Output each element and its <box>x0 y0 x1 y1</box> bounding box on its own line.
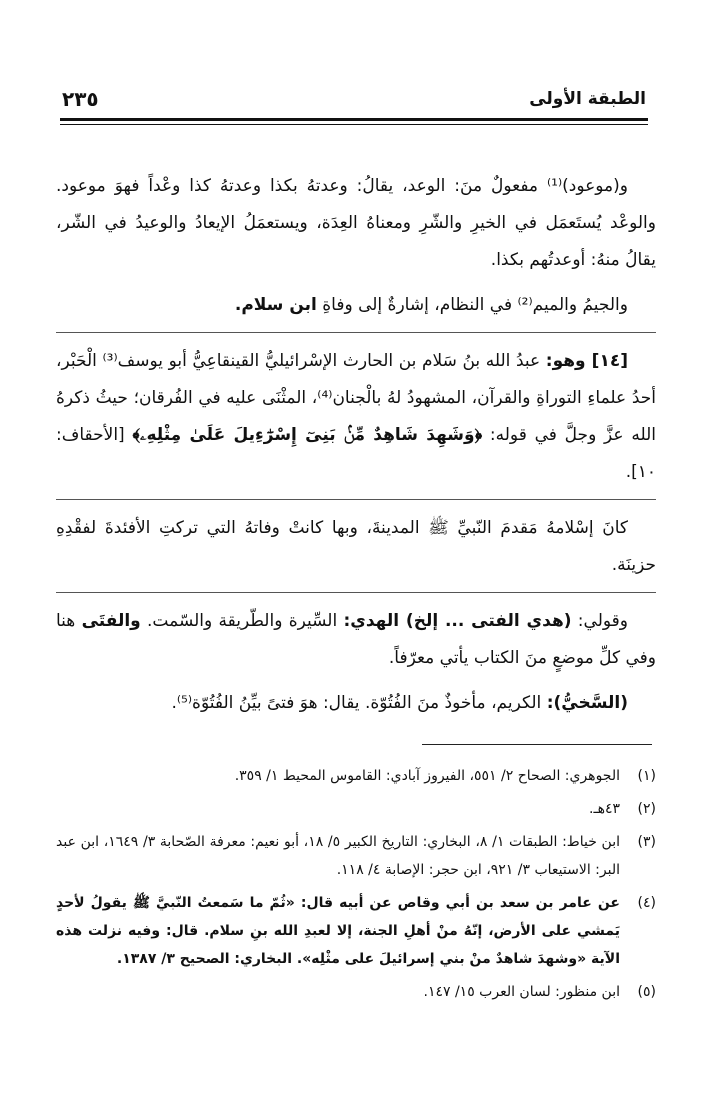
footnote-text: ابن منظور: لسان العرب ١٥/ ١٤٧. <box>423 984 620 1000</box>
paragraph-mawood-text: و(موعود)⁽¹⁾ مفعولٌ منَ: الوعد، يقالُ: وعدتهُ بكذا وعدتهُ كذا وعْداً فهوَ موعود. والوعْد يُستَعمَل في الخيرِ والشّرِ ومعناهُ العِدَة، ويستعمَلُ الإيعادُ والوعيدُ في الشّر، يقالُ منهُ: أوعدتُهم بكذا. <box>56 176 656 270</box>
footnote-text: الجوهري: الصحاح ٢/ ٥٥١، الفيروز آبادي: القاموس المحيط ١/ ٣٥٩. <box>234 768 620 784</box>
paragraph-mawood <box>56 168 656 279</box>
main-text <box>56 168 656 730</box>
footnote-number: (٥) <box>637 984 656 1000</box>
footnote-2 <box>56 795 656 823</box>
fata-definition: هنا وفي كلِّ موضعٍ منَ الكتاب يأتي معرّفاً. <box>56 611 656 668</box>
fata-term: والفتَى <box>81 611 141 631</box>
header-rule-thick <box>60 118 648 121</box>
footnote-text: ٤٣هـ. <box>589 801 620 817</box>
paragraph-sakhi <box>56 685 656 722</box>
paragraph-huda-lead: وقولي: <box>571 611 628 631</box>
running-title: الطبقة الأولى <box>529 89 646 109</box>
ibn-salam-name: ابن سلام. <box>234 295 317 315</box>
footnote-3 <box>56 828 656 884</box>
quran-verse: ﴿وَشَهِدَ شَاهِدٌ مِّنۢ بَنِىٓ إِسْرَٰٓءِيلَ عَلَىٰ مِثْلِهِۦ﴾ <box>132 425 483 445</box>
paragraph-islam <box>56 510 656 584</box>
footnote-text: عن عامر بن سعد بن أبي وقاص عن أبيه قال: «ثُمّ ما سَمعتُ النّبيَّ ﷺ يقولُ لأحدٍ يَمشي على الأرض، إنّهُ منْ أهلِ الجنة، إلا لعبدِ الله بنِ سلام. قال: وفيه نزلت هذه الآية «وشهدَ شاهدٌ منْ بني إسرائيلَ على مثْلِه». البخاري: الصحيح ٣/ ١٣٨٧. <box>56 895 620 967</box>
huda-definition: السِّيرة والطّريقة والسّمت. <box>140 611 344 631</box>
paragraph-jeem-meem-text: والجيمُ والميم⁽²⁾ في النظام، إشارةٌ إلى وفاةِ <box>316 295 628 315</box>
footnote-rule <box>422 744 652 745</box>
footnote-number: (٢) <box>637 801 656 817</box>
sakhi-definition: الكريم، مأخوذٌ منَ الفُتُوّة. يقال: هوَ فتىً بيِّنُ الفُتُوّة⁽⁵⁾. <box>171 693 547 713</box>
footnote-5 <box>56 978 656 1006</box>
footnote-text: ابن خياط: الطبقات ١/ ٨، البخاري: التاريخ الكبير ٥/ ١٨، أبو نعيم: معرفة الصّحابة ٣/ ١٦٤٩، ابن عبد البر: الاستيعاب ٣/ ٩٢١، ابن حجر: الإصابة ٤/ ١١٨. <box>56 834 620 878</box>
paragraph-huda <box>56 603 656 677</box>
footnote-number: (٣) <box>637 834 656 850</box>
entry-number: [١٤] وهو: <box>545 351 628 371</box>
paragraph-islam-text: كانَ إسْلامهُ مَقدمَ النّبيِّ ﷺ المدينةَ، وبها كانتْ وفاتهُ التي تركتِ الأفئدةَ لفقْدِهِ حزينَة. <box>56 518 656 575</box>
section-divider-2 <box>56 499 656 500</box>
paragraph-jeem-meem <box>56 287 656 324</box>
page-header <box>62 82 646 116</box>
footnote-number: (٤) <box>637 895 656 911</box>
entry-text: عبدُ الله بنُ سَلام بن الحارث الإسْرائيليُّ القينقاعِيُّ أبو يوسف⁽³⁾ الْحَبْر، أحدُ علماءِ التوراةِ والقرآن، المشهودُ لهُ بالْجنان⁽⁴⁾، المثْنَى عليه في الفُرقان؛ حيثُ ذكرهُ الله عزَّ وجلَّ في قوله: <box>56 351 656 445</box>
page-number: ٢٣٥ <box>62 87 99 111</box>
huda-term: (هدي الفتى ... إلخ) الهدي: <box>343 611 572 631</box>
header-rule-thin <box>60 124 648 125</box>
paragraph-entry-14 <box>56 343 656 491</box>
footnote-1 <box>56 762 656 790</box>
verse-reference: [الأحقاف: ١٠]. <box>56 425 656 482</box>
footnote-number: (١) <box>637 768 656 784</box>
footnotes <box>56 762 656 1011</box>
sakhi-term: (السَّخيُّ): <box>546 693 628 713</box>
section-divider-1 <box>56 332 656 333</box>
section-divider-3 <box>56 592 656 593</box>
footnote-4 <box>56 889 656 973</box>
